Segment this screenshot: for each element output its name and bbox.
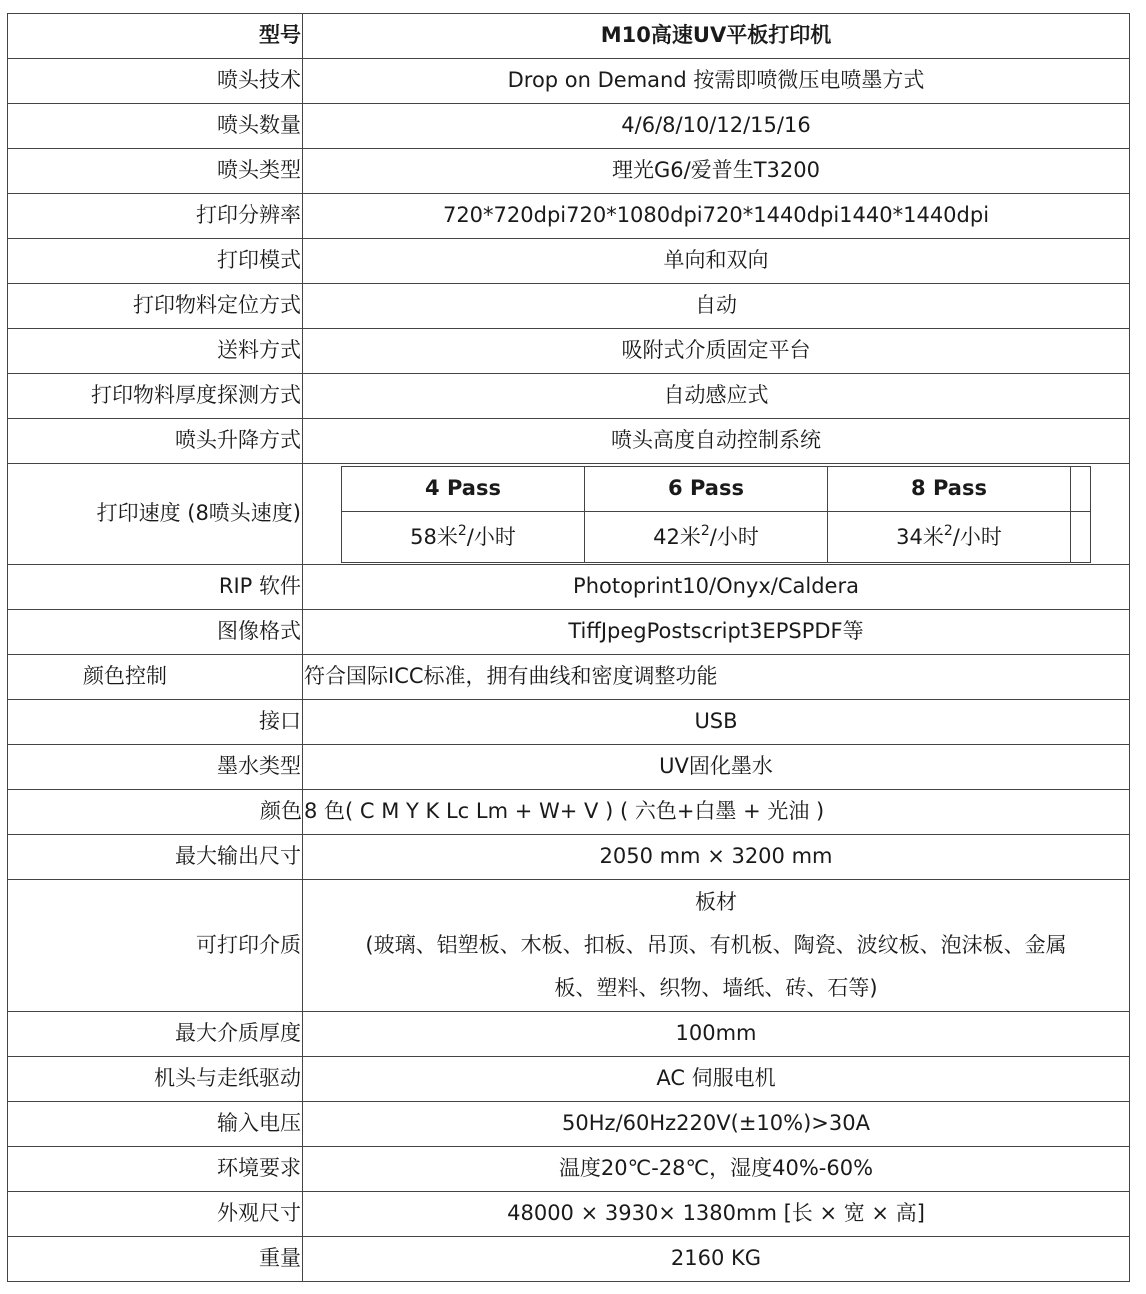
print-speed-value <box>303 464 1130 565</box>
pass-speed <box>585 511 828 562</box>
table-row <box>8 700 1130 745</box>
table-row <box>8 1237 1130 1282</box>
pass-speed-unit: /小时 <box>952 524 1002 549</box>
row-label: 打印分辨率 <box>8 194 303 239</box>
row-value: Photoprint10/Onyx/Caldera <box>303 565 1130 610</box>
row-label: 墨水类型 <box>8 745 303 790</box>
table-row <box>8 374 1130 419</box>
max-output-label: 最大输出尺寸 <box>8 835 303 880</box>
speed-value-row <box>342 511 1091 562</box>
table-row <box>8 194 1130 239</box>
row-value: 720*720dpi720*1080dpi720*1440dpi1440*1440dpi <box>303 194 1130 239</box>
table-row <box>8 104 1130 149</box>
row-label: 打印物料厚度探测方式 <box>8 374 303 419</box>
row-label: 喷头技术 <box>8 59 303 104</box>
row-label: 送料方式 <box>8 329 303 374</box>
media-value <box>303 880 1130 1012</box>
row-value: 50Hz/60Hz220V(±10%)>30A <box>303 1102 1130 1147</box>
media-line: 板、塑料、织物、墙纸、砖、石等) <box>554 976 878 1000</box>
colors-label: 颜色 <box>8 790 303 835</box>
table-row <box>8 284 1130 329</box>
spec-table <box>7 13 1130 1282</box>
table-row <box>8 1057 1130 1102</box>
row-label: 喷头类型 <box>8 149 303 194</box>
table-row <box>8 1102 1130 1147</box>
table-row <box>8 239 1130 284</box>
speed-subtable <box>341 466 1091 563</box>
table-row-color-control <box>8 655 1130 700</box>
row-value: 100mm <box>303 1012 1130 1057</box>
row-value: 自动 <box>303 284 1130 329</box>
model-value: M10高速UV平板打印机 <box>303 14 1130 59</box>
table-row <box>8 835 1130 880</box>
row-value: AC 伺服电机 <box>303 1057 1130 1102</box>
pass-speed-unit: /小时 <box>709 524 759 549</box>
speed-header-row <box>342 466 1091 511</box>
pass-speed-unit: /小时 <box>466 524 516 549</box>
media-label: 可打印介质 <box>8 880 303 1012</box>
table-row-model <box>8 14 1130 59</box>
pass-header: 4 Pass <box>342 466 585 511</box>
pass-speed <box>828 511 1071 562</box>
pass-speed-value: 58米 <box>410 524 458 549</box>
row-value: 4/6/8/10/12/15/16 <box>303 104 1130 149</box>
row-value: TiffJpegPostscript3EPSPDF等 <box>303 610 1130 655</box>
row-value: 2160 KG <box>303 1237 1130 1282</box>
pass-speed-value: 42米 <box>653 524 701 549</box>
table-row-colors <box>8 790 1130 835</box>
media-line: (玻璃、铝塑板、木板、扣板、吊顶、有机板、陶瓷、波纹板、泡沫板、金属 <box>365 933 1067 957</box>
pass-speed-exp: 2 <box>943 522 953 539</box>
row-label: 接口 <box>8 700 303 745</box>
pass-speed-exp: 2 <box>457 522 467 539</box>
table-row <box>8 1012 1130 1057</box>
table-row-media <box>8 880 1130 1012</box>
row-value: 单向和双向 <box>303 239 1130 284</box>
row-label: 喷头升降方式 <box>8 419 303 464</box>
row-label: 图像格式 <box>8 610 303 655</box>
table-row <box>8 329 1130 374</box>
pass-speed <box>342 511 585 562</box>
print-speed-label: 打印速度 (8喷头速度) <box>8 464 303 565</box>
row-label: RIP 软件 <box>8 565 303 610</box>
table-row <box>8 149 1130 194</box>
row-value: 喷头高度自动控制系统 <box>303 419 1130 464</box>
pass-header: 6 Pass <box>585 466 828 511</box>
pass-speed-value: 34米 <box>896 524 944 549</box>
empty-cell <box>1071 511 1091 562</box>
row-label: 输入电压 <box>8 1102 303 1147</box>
table-row <box>8 419 1130 464</box>
row-label: 环境要求 <box>8 1147 303 1192</box>
row-label: 最大介质厚度 <box>8 1012 303 1057</box>
row-label: 喷头数量 <box>8 104 303 149</box>
pass-speed-exp: 2 <box>700 522 710 539</box>
model-label: 型号 <box>8 14 303 59</box>
row-value: 48000 × 3930× 1380mm [长 × 宽 × 高] <box>303 1192 1130 1237</box>
row-label: 打印模式 <box>8 239 303 284</box>
table-row <box>8 1192 1130 1237</box>
colors-value: 8 色( C M Y K Lc Lm + W+ V ) ( 六色+白墨 + 光油 ) <box>303 790 1130 835</box>
empty-cell <box>1071 466 1091 511</box>
table-row <box>8 610 1130 655</box>
row-label: 外观尺寸 <box>8 1192 303 1237</box>
color-control-value: 符合国际ICC标准，拥有曲线和密度调整功能 <box>303 655 1130 700</box>
max-output-value: 2050 mm × 3200 mm <box>303 835 1130 880</box>
row-value: USB <box>303 700 1130 745</box>
row-value: Drop on Demand 按需即喷微压电喷墨方式 <box>303 59 1130 104</box>
table-row-print-speed <box>8 464 1130 565</box>
row-label: 重量 <box>8 1237 303 1282</box>
table-row <box>8 1147 1130 1192</box>
row-value: 吸附式介质固定平台 <box>303 329 1130 374</box>
table-row <box>8 745 1130 790</box>
pass-header: 8 Pass <box>828 466 1071 511</box>
row-label: 机头与走纸驱动 <box>8 1057 303 1102</box>
media-line: 板材 <box>695 890 737 914</box>
row-value: 理光G6/爱普生T3200 <box>303 149 1130 194</box>
row-label: 打印物料定位方式 <box>8 284 303 329</box>
color-control-label: 颜色控制 <box>8 655 303 700</box>
row-value: 自动感应式 <box>303 374 1130 419</box>
table-row <box>8 59 1130 104</box>
row-value: 温度20℃-28℃，湿度40%-60% <box>303 1147 1130 1192</box>
row-value: UV固化墨水 <box>303 745 1130 790</box>
table-row <box>8 565 1130 610</box>
